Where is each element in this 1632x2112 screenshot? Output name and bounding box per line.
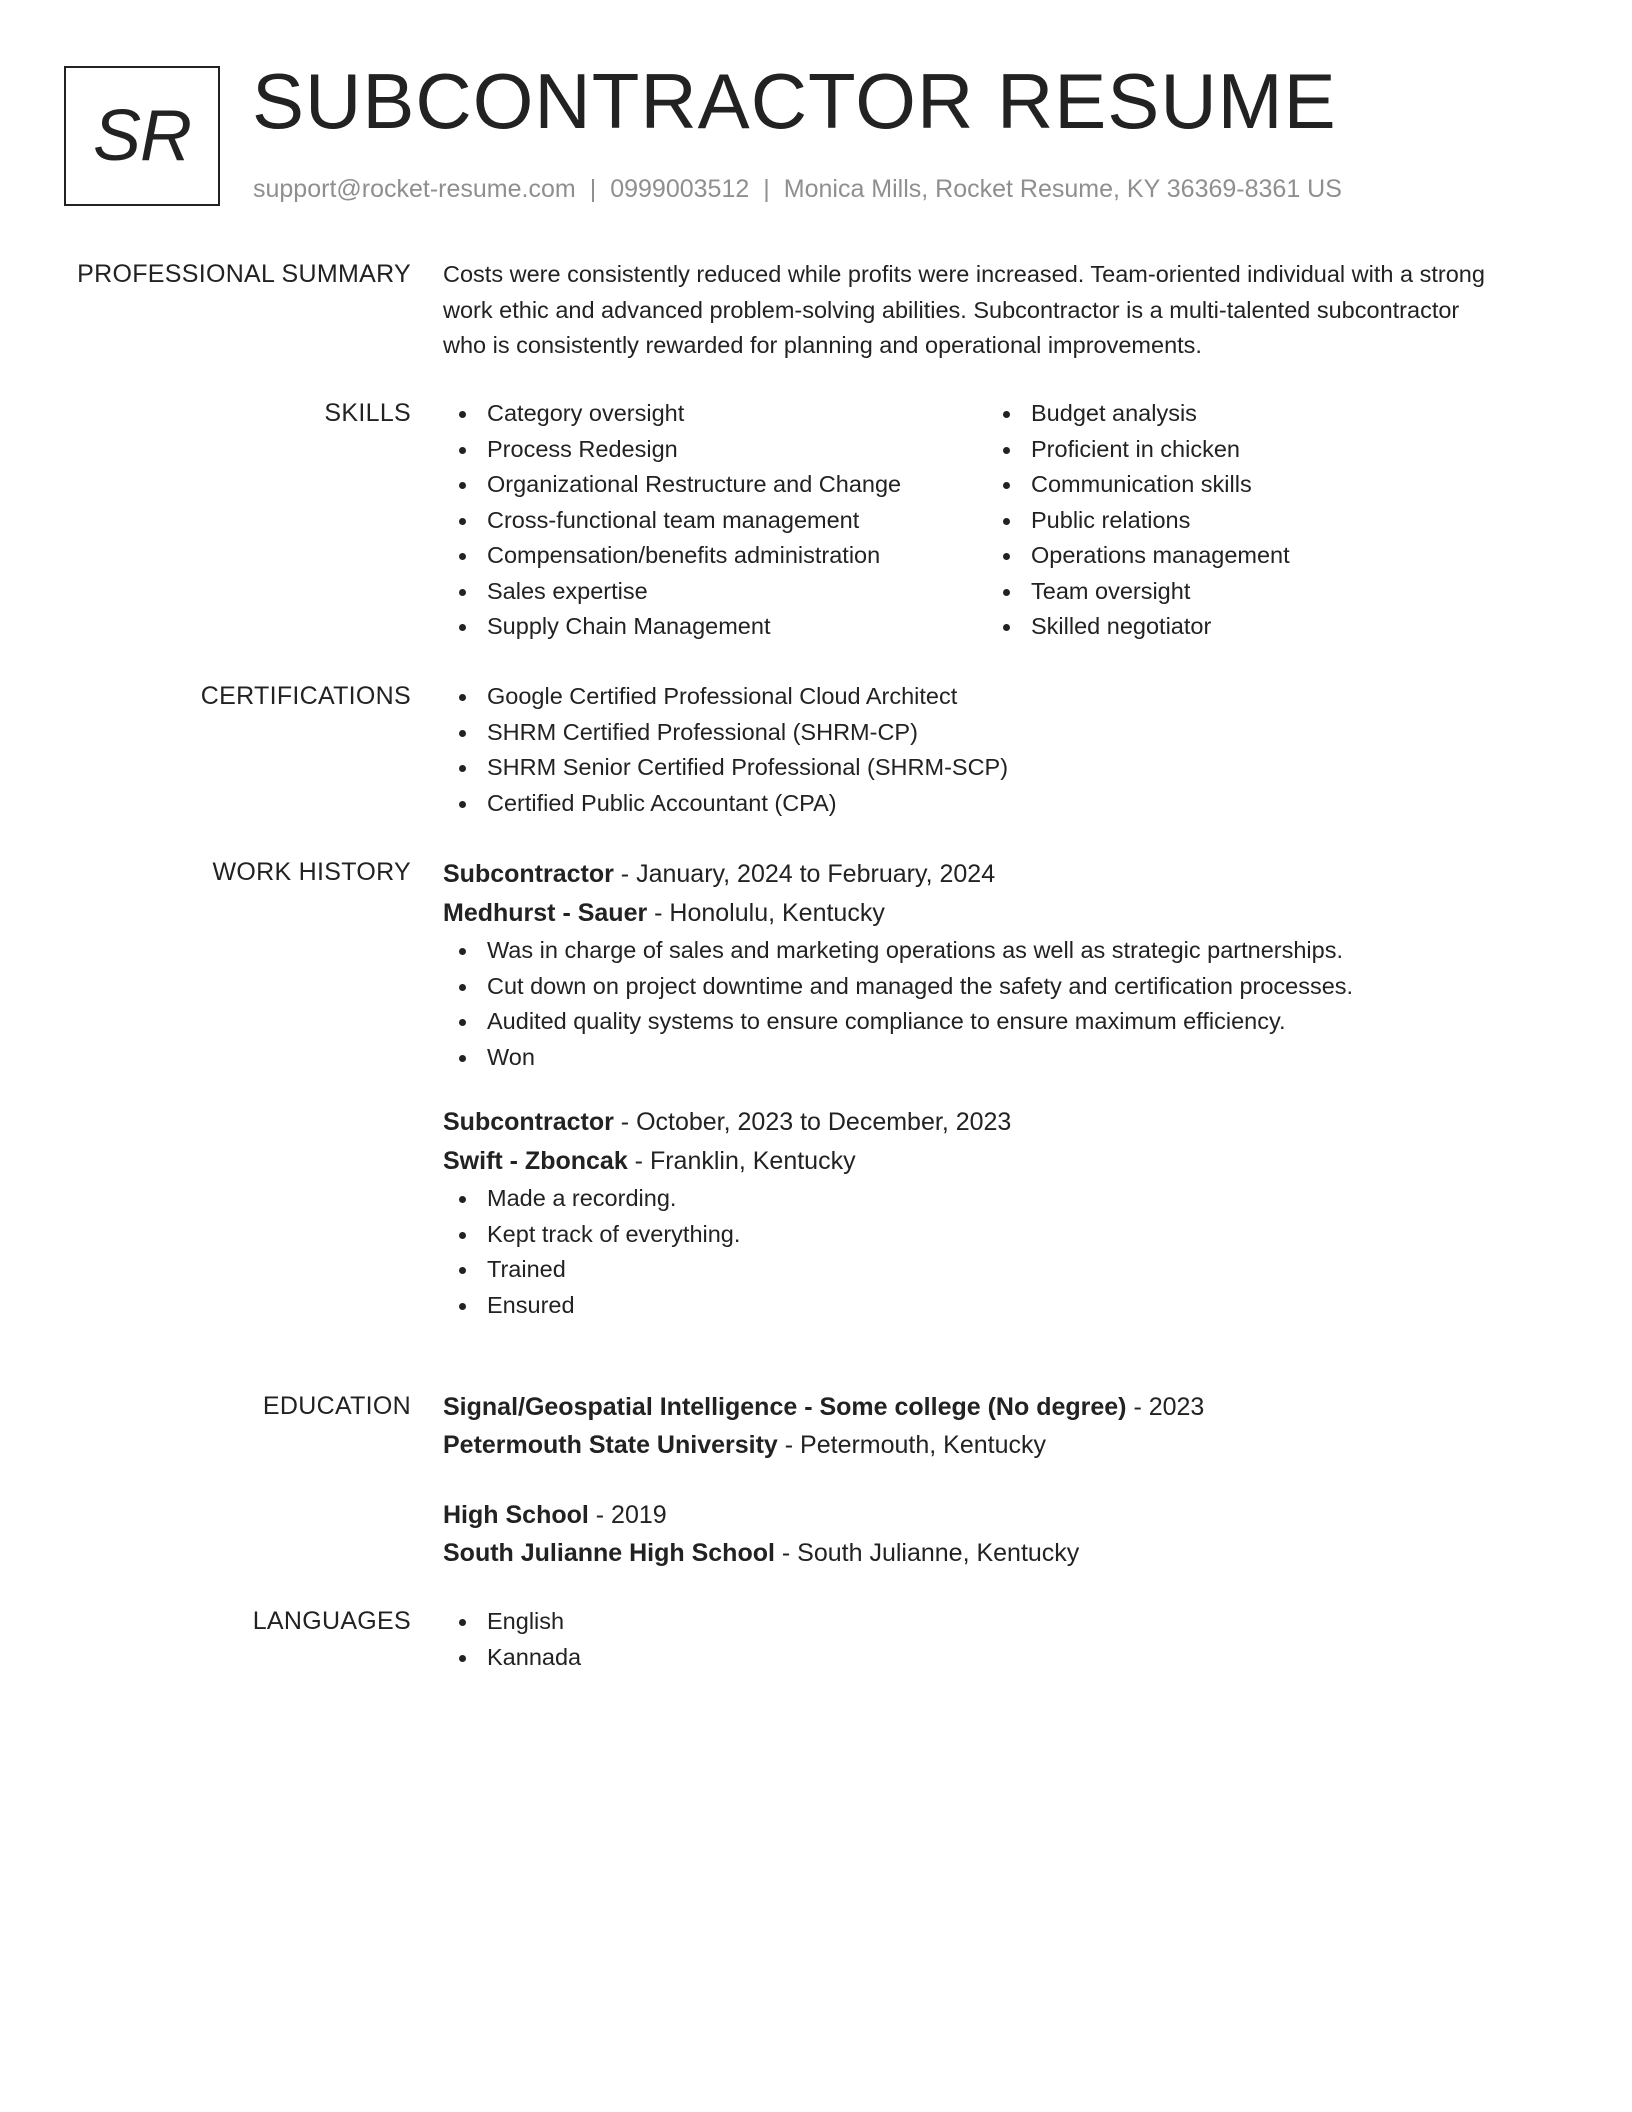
job-company-line xyxy=(443,1142,1553,1181)
skill-item: Team oversight xyxy=(987,574,1290,610)
certification-item: SHRM Certified Professional (SHRM-CP) xyxy=(443,715,1553,751)
education-school: Petermouth State University xyxy=(443,1430,778,1459)
skill-item: Process Redesign xyxy=(443,432,901,468)
job-dates: - October, 2023 to December, 2023 xyxy=(613,1108,1012,1136)
summary-line: Costs were consistently reduced while profits were increased. Team-oriented individual with a strong xyxy=(443,261,1485,287)
certifications-list xyxy=(443,679,1553,821)
job-duties-list xyxy=(443,933,1553,1075)
section-label-skills: SKILLS xyxy=(324,399,411,427)
job-duty: Ensured xyxy=(443,1288,1553,1324)
job-entry xyxy=(443,855,1553,1075)
contact-email[interactable]: support@rocket-resume.com xyxy=(253,175,576,203)
summary-text xyxy=(443,257,1553,364)
job-duty: Cut down on project downtime and managed the safety and certification processes. xyxy=(443,969,1553,1005)
job-duty: Was in charge of sales and marketing operations as well as strategic partnerships. xyxy=(443,933,1553,969)
skill-item: Sales expertise xyxy=(443,574,901,610)
language-item: English xyxy=(443,1604,1553,1640)
contact-line xyxy=(253,172,1342,206)
contact-address: Monica Mills, Rocket Resume, KY 36369-8361 US xyxy=(783,175,1342,203)
monogram-badge xyxy=(64,66,220,206)
education-degree: Signal/Geospatial Intelligence - Some college (No degree) xyxy=(443,1393,1127,1421)
summary-line: who is consistently rewarded for planning and operational improvements. xyxy=(443,332,1202,358)
monogram-text: SR xyxy=(92,96,192,176)
job-location: - Franklin, Kentucky xyxy=(627,1147,856,1175)
skill-item: Operations management xyxy=(987,538,1290,574)
languages-list xyxy=(443,1604,1553,1675)
education-location: - Petermouth, Kentucky xyxy=(777,1430,1047,1459)
education-school: South Julianne High School xyxy=(443,1538,775,1567)
job-entry xyxy=(443,1103,1553,1323)
education-degree-line xyxy=(443,1497,1553,1535)
certification-item: SHRM Senior Certified Professional (SHRM-SCP) xyxy=(443,750,1553,786)
section-label-summary: PROFESSIONAL SUMMARY xyxy=(77,260,411,288)
job-dates: - January, 2024 to February, 2024 xyxy=(613,860,996,888)
skill-item: Public relations xyxy=(987,503,1290,539)
skill-item: Cross-functional team management xyxy=(443,503,901,539)
education-degree: High School xyxy=(443,1501,589,1529)
job-duties-list xyxy=(443,1181,1553,1323)
certification-item: Certified Public Accountant (CPA) xyxy=(443,786,1553,822)
skill-item: Proficient in chicken xyxy=(987,432,1290,468)
skills-list-right xyxy=(987,396,1290,645)
resume-title: SUBCONTRACTOR RESUME xyxy=(252,57,1337,145)
skill-item: Organizational Restructure and Change xyxy=(443,467,901,503)
job-duty: Won xyxy=(443,1040,1553,1076)
job-company: Medhurst - Sauer xyxy=(443,899,648,927)
education-entry xyxy=(443,1497,1553,1572)
education-school-line xyxy=(443,1427,1553,1465)
job-title: Subcontractor xyxy=(443,860,614,888)
job-company-line xyxy=(443,894,1553,933)
skills-list-left xyxy=(443,396,901,645)
job-title-line xyxy=(443,1103,1553,1142)
contact-phone[interactable]: 0999003512 xyxy=(610,175,750,203)
section-label-education: EDUCATION xyxy=(262,1392,411,1420)
section-label-work-history: WORK HISTORY xyxy=(212,858,411,886)
skill-item: Skilled negotiator xyxy=(987,609,1290,645)
section-label-languages: LANGUAGES xyxy=(252,1607,411,1635)
job-title: Subcontractor xyxy=(443,1108,614,1136)
skill-item: Supply Chain Management xyxy=(443,609,901,645)
certification-item: Google Certified Professional Cloud Architect xyxy=(443,679,1553,715)
job-duty: Trained xyxy=(443,1252,1553,1288)
section-label-certifications: CERTIFICATIONS xyxy=(200,682,411,710)
education-location: - South Julianne, Kentucky xyxy=(774,1538,1080,1567)
job-duty: Made a recording. xyxy=(443,1181,1553,1217)
skill-item: Compensation/benefits administration xyxy=(443,538,901,574)
education-entry xyxy=(443,1389,1553,1464)
skills-columns xyxy=(443,396,1553,656)
skill-item: Category oversight xyxy=(443,396,901,432)
job-duty: Kept track of everything. xyxy=(443,1217,1553,1253)
education-year: - 2019 xyxy=(588,1501,667,1529)
job-title-line xyxy=(443,855,1553,894)
skill-item: Communication skills xyxy=(987,467,1290,503)
job-company: Swift - Zboncak xyxy=(443,1147,628,1175)
skill-item: Budget analysis xyxy=(987,396,1290,432)
summary-line: work ethic and advanced problem-solving abilities. Subcontractor is a multi-talented subcontractor xyxy=(443,296,1460,323)
contact-separator: | xyxy=(763,175,770,203)
education-year: - 2023 xyxy=(1126,1393,1205,1421)
contact-separator: | xyxy=(589,175,597,203)
education-school-line xyxy=(443,1535,1553,1573)
education-degree-line xyxy=(443,1389,1553,1427)
job-location: - Honolulu, Kentucky xyxy=(647,899,885,927)
job-duty: Audited quality systems to ensure compliance to ensure maximum efficiency. xyxy=(443,1004,1553,1040)
language-item: Kannada xyxy=(443,1640,1553,1676)
